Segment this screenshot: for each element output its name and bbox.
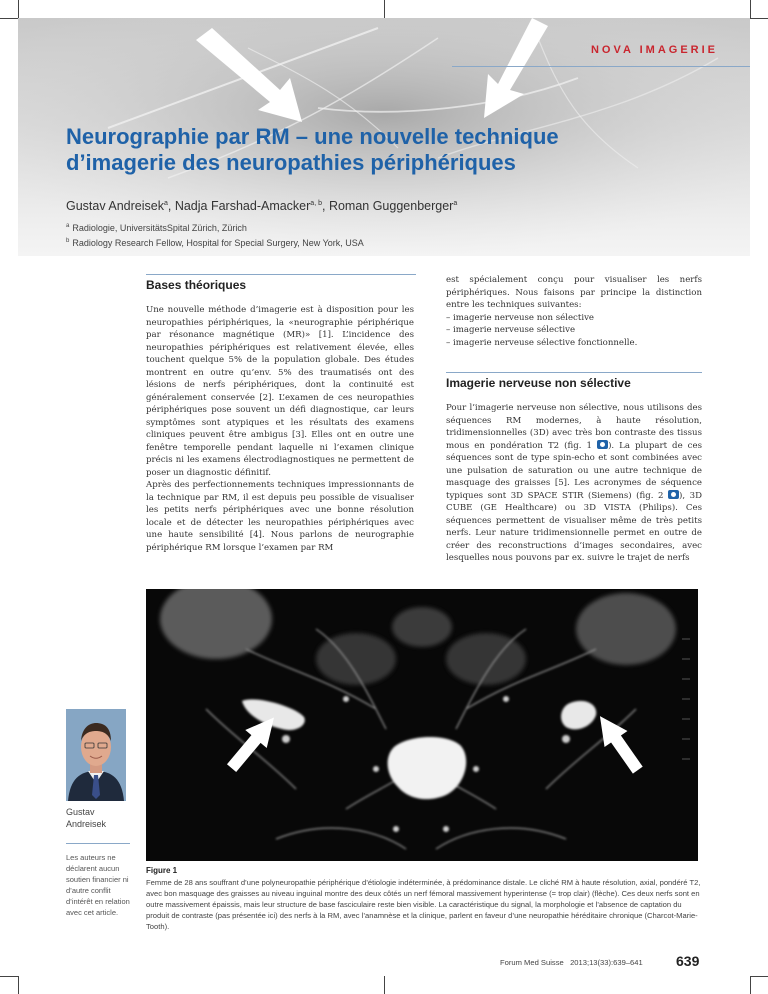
title-line: d’imagerie des neuropathies périphériques bbox=[66, 150, 516, 175]
list-item: – imagerie nerveuse non sélective bbox=[446, 312, 702, 325]
section-kicker: NOVA IMAGERIE bbox=[590, 44, 718, 56]
crop-mark bbox=[750, 976, 751, 994]
body-text: Pour l’imagerie nerveuse non sélective, nous utilisons des séquences RM modernes, à haute résolution, tridimensionnelles (3D) avec très bon contraste des tissus mous en pondération T2 (fig. 1 ). La plupart de ces séquences sont de type spin-echo et sont combinées avec une pulsation de saturation ou une autre technique de masquage des graisses [5]. Les acronymes de séquence typiques sont 3D SPACE STIR (Siemens) (fig. 2 ), 3D CUBE (GE Healthcare) ou 3D VISTA (Philips). Ces séquences permettent de visualiser même de très petits nerfs. Leur nature tridimensionnelle permet en outre de créer des reconstructions d’images secondaires, avec lesquelles nous pouvons par ex. suivre le trajet de nerfs bbox=[446, 403, 702, 563]
figure-label: Figure 1 bbox=[146, 866, 178, 875]
affiliation: $^a$ Radiologie, UniversitätsSpital Zürich, Zürich bbox=[66, 223, 247, 233]
crop-mark bbox=[18, 0, 19, 18]
list-item: – imagerie nerveuse sélective bbox=[446, 324, 702, 337]
crop-mark bbox=[750, 976, 768, 977]
body-text: Une nouvelle méthode d’imagerie est à disposition pour les neuropathies périphériques, la «neurographie périphérique par résonance magnétique (MR)» [1]. L’incidence des neuropathies périphériques est relativement élevée, elles touchent quelque 5% de la population globale. Des études montrent en outre qu’env. 5% des traumatisés ont des lésions de nerfs périphériques, dont la continuité est généralement conservée [2]. L’examen de ces neuropathies périphériques pose souvent un défi diagnostique, car leurs symptômes sont atypiques et les résultats des examens cliniques peuvent être ambigus [3]. Elles ont en outre une fenêtre temporelle pendant laquelle ni l’examen clinique précis ni les examens électrodiagnostiques ne permettent de poser un diagnostic définitif. Après des perfectionnements techniques impressionnants de la technique par RM, il est depuis peu possible de visualiser les petits nerfs périphériques avec une bonne résolution locale et de détecter les neuropathies périphériques avec une haute sensibilité [4]. Nous parlons de neurographie périphérique RM lorsque l’examen par RM bbox=[146, 305, 414, 553]
mri-scan-graphic bbox=[146, 589, 698, 861]
sidebar-rule bbox=[66, 843, 130, 844]
crop-mark bbox=[0, 976, 18, 977]
technique-list bbox=[446, 312, 702, 350]
page-number: 639 bbox=[676, 953, 700, 969]
kicker-rule bbox=[452, 66, 750, 67]
author-name: Nadja Farshad-Amacker bbox=[174, 199, 311, 213]
crop-mark bbox=[750, 0, 751, 18]
affiliation: $^b$ Radiology Research Fellow, Hospital for Special Surgery, New York, USA bbox=[66, 238, 364, 248]
crop-mark bbox=[384, 0, 385, 18]
author-list: Gustav Andreisek$^a$, Nadja Farshad-Amacker$^{a, b}$, Roman Guggenberger$^a$ bbox=[66, 199, 458, 213]
column-rule bbox=[446, 372, 702, 373]
disclosure-note: Les auteurs ne déclarent aucun soutien financier ni d’autre conflit d’intérêt en relation avec cet article. bbox=[66, 853, 130, 917]
crop-mark bbox=[750, 18, 768, 19]
camera-icon[interactable] bbox=[597, 440, 608, 449]
affiliations bbox=[66, 220, 364, 250]
portrait-graphic bbox=[66, 709, 126, 801]
section-heading: Bases théoriques bbox=[146, 278, 247, 292]
author-sup: a bbox=[453, 199, 458, 207]
figure-mri-image bbox=[146, 589, 698, 861]
section-heading: Imagerie nerveuse non sélective bbox=[446, 376, 631, 390]
crop-mark bbox=[18, 976, 19, 994]
journal-citation bbox=[500, 958, 643, 967]
citation: 2013;13(33):639–641 bbox=[570, 958, 643, 967]
list-item: – imagerie nerveuse sélective fonctionnelle. bbox=[446, 337, 702, 350]
camera-icon[interactable] bbox=[668, 490, 679, 499]
author-name: Roman Guggenberger bbox=[328, 199, 454, 213]
author-name: Gustav Andreisek bbox=[66, 199, 164, 213]
author-sup: a bbox=[163, 199, 168, 207]
photo-caption: Gustav Andreisek bbox=[66, 807, 107, 829]
article-title bbox=[66, 124, 726, 176]
body-text: est spécialement conçu pour visualiser les nerfs périphériques. Nous faisons par principe la distinction entre les techniques suivantes: – imagerie nerveuse non sélective – imagerie nerveuse sélective – imagerie nerveuse sélective fonctionnelle. bbox=[446, 274, 702, 349]
figure-caption: Femme de 28 ans souffrant d’une polyneuropathie périphérique d’étiologie indéterminée, à prédominance distale. Le cliché RM à haute résolution, axial, pondéré T2, avec bon masquage des graisses au niveau inguinal montre des deux côtés un nerf fémoral massivement hyperintense (= trop clair) (flèche). Ces deux nerfs sont en outre massivement épaissis, mais leur structure de base fasciculaire reste bien visible. La caractéristique du signal, la morphologie et l’absence de captation du produit de contraste (pas présentée ici) des nerfs à la RM, avec l’anamnèse et la clinique, parlent en faveur d’une neuropathie héréditaire chronique (Charcot-Marie-Tooth). bbox=[146, 878, 701, 931]
crop-mark bbox=[384, 976, 385, 994]
author-photo bbox=[66, 709, 126, 801]
crop-mark bbox=[0, 18, 18, 19]
author-sup: a, b bbox=[310, 199, 322, 207]
title-line: Neurographie par RM – une nouvelle technique bbox=[66, 124, 559, 149]
journal-name: Forum Med Suisse bbox=[500, 958, 564, 967]
column-rule bbox=[146, 274, 416, 275]
